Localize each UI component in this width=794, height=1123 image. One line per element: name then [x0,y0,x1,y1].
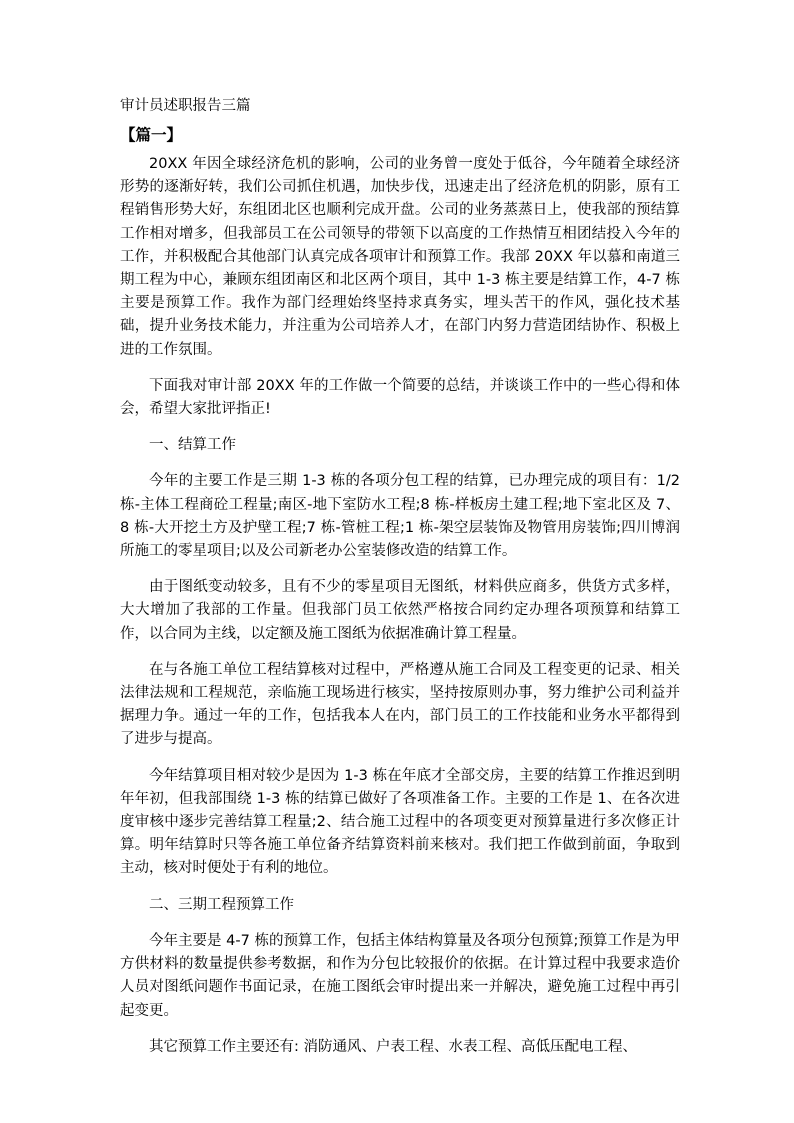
section-heading-budget: 二、三期工程预算工作 [149,896,294,913]
paragraph-other-budget: 其它预算工作主要还有: 消防通风、户表工程、水表工程、高低压配电工程、 [149,1038,637,1055]
paragraph-verification: 在与各施工单位工程结算核对过程中，严格遵从施工合同及工程变更的记录、相关法律法规和工程规范，亲临施工现场进行核实，坚持按原则办事，努力维护公司利益并据理力争。通过一年的工作，包括我本人在内，部门员工的工作技能和业务水平都得到了进步与提高。 [120,661,680,748]
paragraph-summary: 下面我对审计部 20XX 年的工作做一个简要的总结，并谈谈工作中的一些心得和体会，希望大家批评指正! [120,377,680,418]
document-page [120,95,680,1072]
paragraph-settlement-projects: 今年的主要工作是三期 1-3 栋的各项分包工程的结算，已办理完成的项目有：1/2 栋-主体工程商砼工程量;南区-地下室防水工程;8 栋-样板房土建工程;地下室北区及 7、8 栋-大开挖土方及护壁工程;7 栋-管桩工程;1 栋-架空层装饰及物管用房装饰;四川博润所施工的零星项目;以及公司新老办公室装修改造的结算工作。 [120,473,680,560]
section-heading-settlement: 一、结算工作 [149,437,236,454]
paragraph-budget-work: 今年主要是 4-7 栋的预算工作，包括主体结构算量及各项分包预算;预算工作是为甲方供材料的数量提供参考数据，和作为分包比较报价的依据。在计算过程中我要求造价人员对图纸问题作书面记录，在施工图纸会审时提出来一并解决，避免施工过程中再引起变更。 [120,932,680,1019]
paragraph-intro: 20XX 年因全球经济危机的影响，公司的业务曾一度处于低谷，今年随着全球经济形势的逐渐好转，我们公司抓住机遇，加快步伐，迅速走出了经济危机的阴影，原有工程销售形势大好，东组团北区也顺利完成开盘。公司的业务蒸蒸日上，使我部的预结算工作相对增多，但我部员工在公司领导的带领下以高度的工作热情互相团结投入今年的工作，并积极配合其他部门认真完成各项审计和预算工作。我部 20XX 年以慕和南道三期工程为中心，兼顾东组团南区和北区两个项目，其中 1-3 栋主要是结算工作，4-7 栋主要是预算工作。我作为部门经理始终坚持求真务实，埋头苦干的作风，强化技术基础，提升业务技术能力，并注重为公司培养人才，在部门内努力营造团结协作、积极上进的工作氛围。 [120,156,680,358]
paragraph-workload: 由于图纸变动较多，且有不少的零星项目无图纸，材料供应商多，供货方式多样，大大增加了我部的工作量。但我部门员工依然严格按合同约定办理各项预算和结算工作，以合同为主线，以定额及施工图纸为依据准确计算工程量。 [120,579,680,642]
part-label: 【篇一】 [120,126,183,144]
paragraph-settlement-prep: 今年结算项目相对较少是因为 1-3 栋在年底才全部交房，主要的结算工作推迟到明年年初，但我部围绕 1-3 栋的结算已做好了各项准备工作。主要的工作是 1、在各次进度审核中逐步完善结算工程量;2、结合施工过程中的各项变更对预算量进行多次修正计算。明年结算时只等各施工单位备齐结算资料前来核对。我们把工作做到前面，争取到主动，核对时便处于有利的地位。 [120,767,680,877]
document-title: 审计员述职报告三篇 [120,98,251,114]
